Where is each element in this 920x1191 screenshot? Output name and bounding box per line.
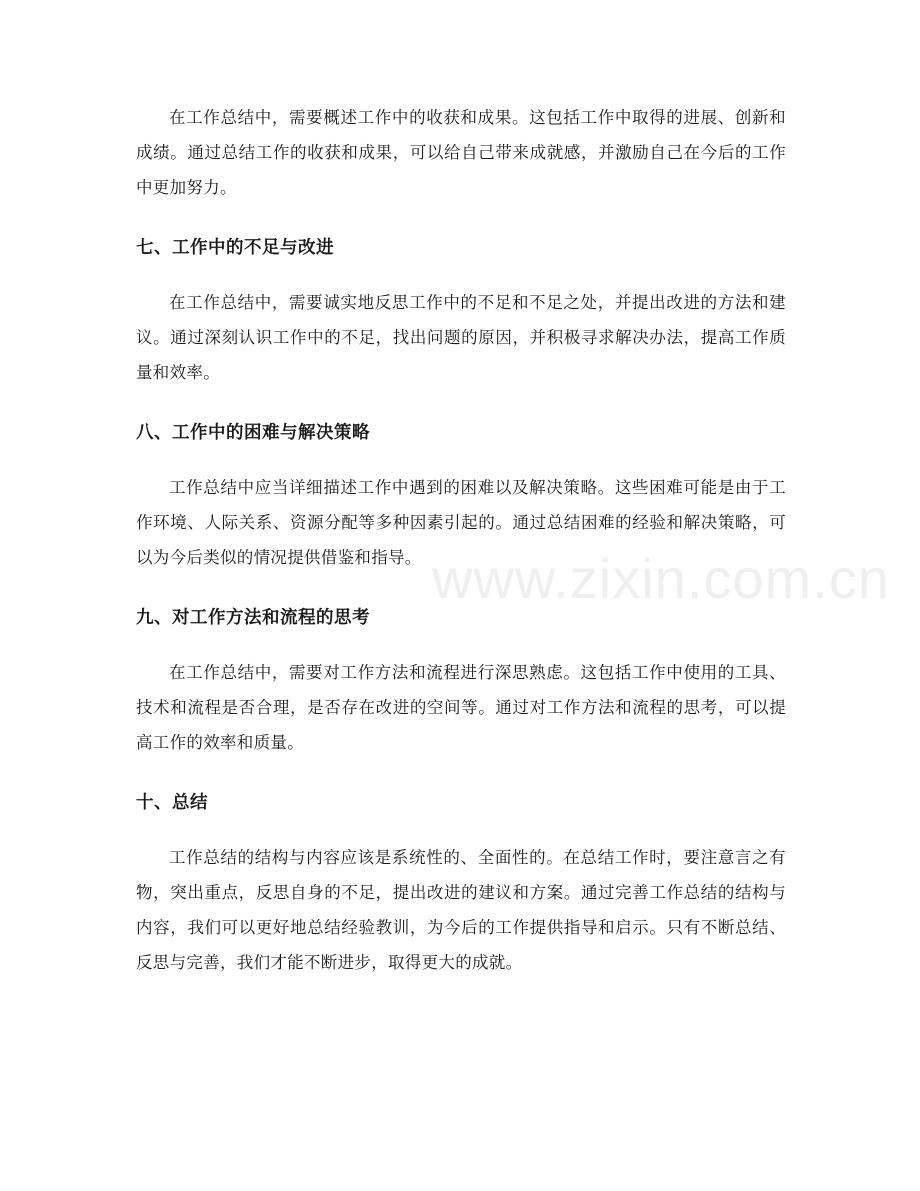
paragraph-achievements: 在工作总结中，需要概述工作中的收获和成果。这包括工作中取得的进展、创新和成绩。通过总结工作的收获和成果，可以给自己带来成就感，并激励自己在今后的工作中更加努力。: [136, 108, 786, 197]
heading-shortcomings: 七、工作中的不足与改进: [136, 238, 334, 258]
document-body: [136, 100, 786, 980]
paragraph-summary: 工作总结的结构与内容应该是系统性的、全面性的。在总结工作时，要注意言之有物，突出重点，反思自身的不足，提出改进的建议和方案。通过完善工作总结的结构与内容，我们可以更好地总结经验教训，为今后的工作提供指导和启示。只有不断总结、反思与完善，我们才能不断进步，取得更大的成就。: [136, 848, 786, 972]
watermark: www.zixin.com.cn: [432, 547, 890, 610]
paragraph-methods: 在工作总结中，需要对工作方法和流程进行深思熟虑。这包括工作中使用的工具、技术和流程是否合理，是否存在改进的空间等。通过对工作方法和流程的思考，可以提高工作的效率和质量。: [136, 663, 786, 752]
heading-methods: 九、对工作方法和流程的思考: [136, 608, 370, 628]
heading-difficulties: 八、工作中的困难与解决策略: [136, 423, 370, 443]
heading-summary: 十、总结: [136, 793, 208, 813]
paragraph-difficulties: 工作总结中应当详细描述工作中遇到的困难以及解决策略。这些困难可能是由于工作环境、人际关系、资源分配等多种因素引起的。通过总结困难的经验和解决策略，可以为今后类似的情况提供借鉴和指导。: [136, 478, 786, 567]
paragraph-shortcomings: 在工作总结中，需要诚实地反思工作中的不足和不足之处，并提出改进的方法和建议。通过深刻认识工作中的不足，找出问题的原因，并积极寻求解决办法，提高工作质量和效率。: [136, 293, 786, 382]
